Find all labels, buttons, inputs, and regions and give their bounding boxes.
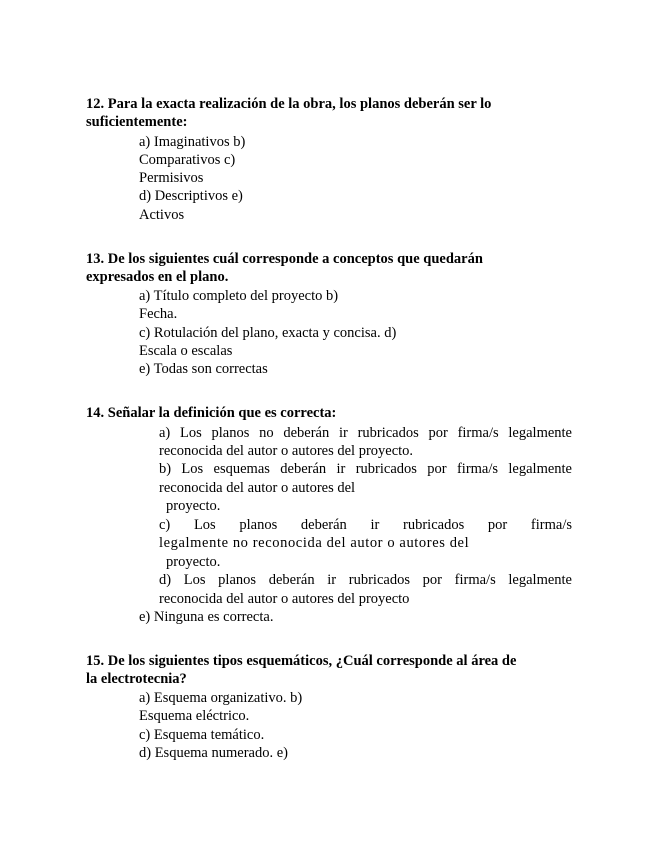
question-14-option-line: b) Los esquemas deberán ir rubricados por firma/s legalmente xyxy=(159,461,572,477)
question-13-title-line1: 13. De los siguientes cuál corresponde a conceptos que quedarán xyxy=(86,251,483,267)
question-15-option-line: d) Esquema numerado. e) xyxy=(139,745,288,761)
question-13-option-line: a) Título completo del proyecto b) xyxy=(139,288,339,304)
question-15-option-line: Esquema eléctrico. xyxy=(139,708,250,724)
question-14-option-line: a) Los planos no deberán ir rubricados por firma/s legalmente xyxy=(159,425,572,441)
question-14-option-line: c) Los planos deberán ir rubricados por firma/s xyxy=(159,517,572,533)
question-12-option-line: Permisivos xyxy=(139,170,204,186)
question-14-option-line: reconocida del autor o autores del proyecto xyxy=(159,591,410,607)
question-15-option-line: c) Esquema temático. xyxy=(139,727,265,743)
question-12-title-line2: suficientemente: xyxy=(86,114,188,130)
question-12-title-line1: 12. Para la exacta realización de la obra, los planos deberán ser lo xyxy=(86,96,492,112)
question-14-option-line: proyecto. xyxy=(166,498,221,514)
question-14-option-line: reconocida del autor o autores del proyecto. xyxy=(159,443,414,459)
question-15-title-line2: la electrotecnia? xyxy=(86,671,187,687)
question-14-option-line: proyecto. xyxy=(166,554,221,570)
question-14-option-line: reconocida del autor o autores del xyxy=(159,480,356,496)
question-14-option-line: d) Los planos deberán ir rubricados por firma/s legalmente xyxy=(159,572,572,588)
question-13-title-line2: expresados en el plano. xyxy=(86,269,229,285)
question-12-option-line: Comparativos c) xyxy=(139,152,236,168)
question-13-option-line: c) Rotulación del plano, exacta y concisa. d) xyxy=(139,325,397,341)
question-14-option-line: legalmente no reconocida del autor o autores del xyxy=(159,535,470,551)
question-12-option-line: Activos xyxy=(139,207,185,223)
question-13-option-line: e) Todas son correctas xyxy=(139,361,268,377)
question-13-option-line: Fecha. xyxy=(139,306,178,322)
question-15-option-line: a) Esquema organizativo. b) xyxy=(139,690,303,706)
question-15-title-line1: 15. De los siguientes tipos esquemáticos, ¿Cuál corresponde al área de xyxy=(86,653,517,669)
question-14-option-line: e) Ninguna es correcta. xyxy=(139,609,274,625)
question-12-option-line: d) Descriptivos e) xyxy=(139,188,243,204)
question-12-option-line: a) Imaginativos b) xyxy=(139,134,246,150)
question-13-option-line: Escala o escalas xyxy=(139,343,233,359)
question-14-title: 14. Señalar la definición que es correcta: xyxy=(86,405,337,421)
